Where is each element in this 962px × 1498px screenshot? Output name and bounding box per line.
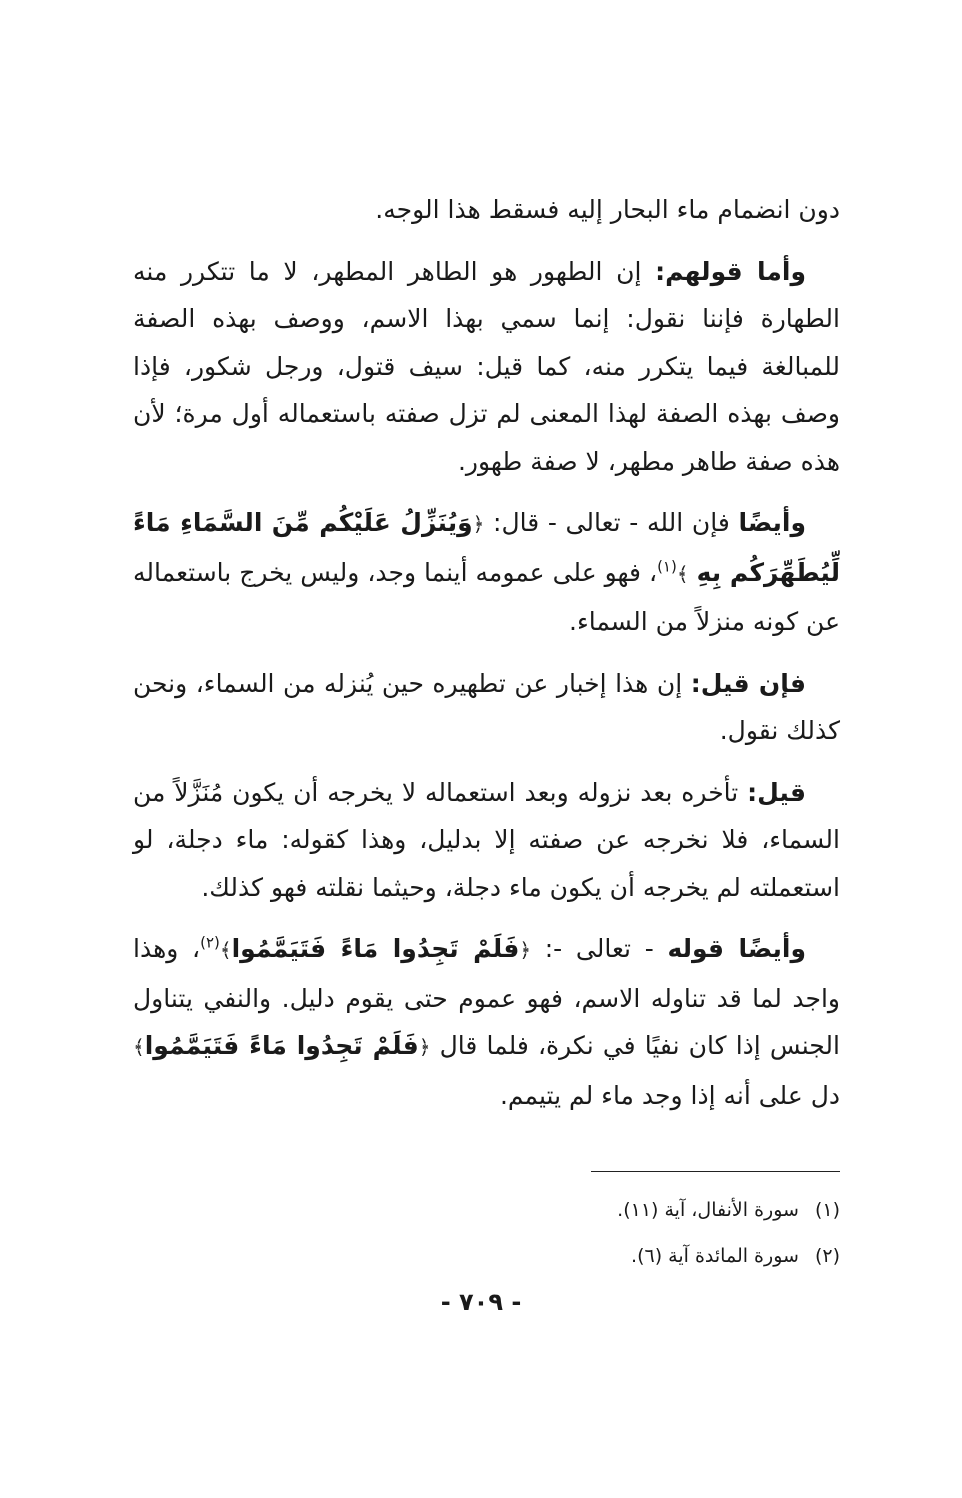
footnote-1 <box>200 1200 840 1246</box>
paragraph-text: - تعالى -: <box>531 934 668 963</box>
footnote-reference: (٢) <box>200 933 220 952</box>
paragraph-text: إن هذا إخبار عن تطهيره حين يُنزله من السماء، ونحن كذلك نقول. <box>133 668 840 745</box>
page-number: - ٧٠٩ - <box>440 1288 522 1316</box>
paragraph-1 <box>133 186 840 234</box>
paragraph-2 <box>133 248 840 486</box>
quran-close-bracket: ﴾ <box>219 938 232 962</box>
footnote-number: (١) <box>814 1199 840 1221</box>
paragraph-3 <box>133 499 840 646</box>
paragraph-5 <box>133 769 840 912</box>
paragraph-keyword: وأيضًا قوله <box>667 934 807 963</box>
paragraph-text: إن الطهور هو الطاهر المطهر، لا ما تتكرر منه الطهارة فإننا نقول: إنما سمي بهذا الاسم، ووصف بهذه الصفة للمبالغة فيما يتكرر منه، كما قيل: سيف قتول، ورجل شكور، فإذا وصف بهذه الصفة لهذا المعنى لم تزل صفته باستعماله أول مرة؛ لأن هذه صفة طاهر مطهر، لا صفة طهور. <box>133 256 840 476</box>
quran-verse: فَلَمْ تَجِدُوا مَاءً فَتَيَمَّمُوا <box>144 1031 419 1060</box>
paragraph-text: فإن الله - تعالى - قال: <box>484 508 739 537</box>
paragraph-text: دون انضمام ماء البحار إليه فسقط هذا الوجه. <box>375 195 840 224</box>
main-text <box>133 186 840 1133</box>
paragraph-text: تأخره بعد نزوله وبعد استعماله لا يخرجه أن يكون مُنَزَّلاً من السماء، فلا نخرجه عن صفته إلا بدليل، وهذا كقوله: ماء دجلة، لو استعملته لم يخرجه أن يكون ماء دجلة، وحيثما نقلته فهو كذلك. <box>133 777 840 902</box>
quran-verse: وَيُنَزِّلُ عَلَيْكُم مِّنَ السَّمَاءِ مَاءً لِّيُطَهِّرَكُم بِهِ <box>133 508 840 587</box>
quran-close-bracket: ﴾ <box>133 1035 145 1059</box>
quran-open-bracket: ﴿ <box>472 512 485 536</box>
paragraph-6 <box>133 925 840 1119</box>
footnote-divider <box>591 1171 840 1172</box>
paragraph-text: ، وهذا واجد لما قد تناوله الاسم، فهو عموم حتى يقوم دليل. والنفي يتناول الجنس إذا كان نفيًا في نكرة، فلما قال <box>133 934 841 1060</box>
quran-close-bracket: ﴾ <box>676 561 689 586</box>
footnotes <box>200 1200 840 1292</box>
footnote-text: سورة المائدة آية (٦). <box>631 1245 799 1267</box>
paragraph-keyword: وأما قولهم: <box>655 256 806 286</box>
paragraph-text: ، فهو على عمومه أينما وجد، وليس يخرج باستعماله عن كونه منزلاً من السماء. <box>133 557 840 636</box>
quran-open-bracket: ﴿ <box>418 1035 431 1059</box>
paragraph-4 <box>133 660 840 755</box>
footnote-reference: (١) <box>657 557 677 576</box>
footnote-2 <box>200 1246 840 1292</box>
footnote-number: (٢) <box>814 1245 840 1267</box>
quran-open-bracket: ﴿ <box>519 938 532 962</box>
paragraph-keyword: قيل: <box>747 777 806 807</box>
quran-verse: فَلَمْ تَجِدُوا مَاءً فَتَيَمَّمُوا <box>231 934 520 963</box>
paragraph-keyword: فإن قيل: <box>690 668 806 698</box>
paragraph-keyword: وأيضًا <box>738 508 806 537</box>
paragraph-text: دل على أنه إذا وجد ماء لم يتيمم. <box>499 1080 840 1110</box>
footnote-text: سورة الأنفال، آية (١١). <box>617 1199 799 1221</box>
